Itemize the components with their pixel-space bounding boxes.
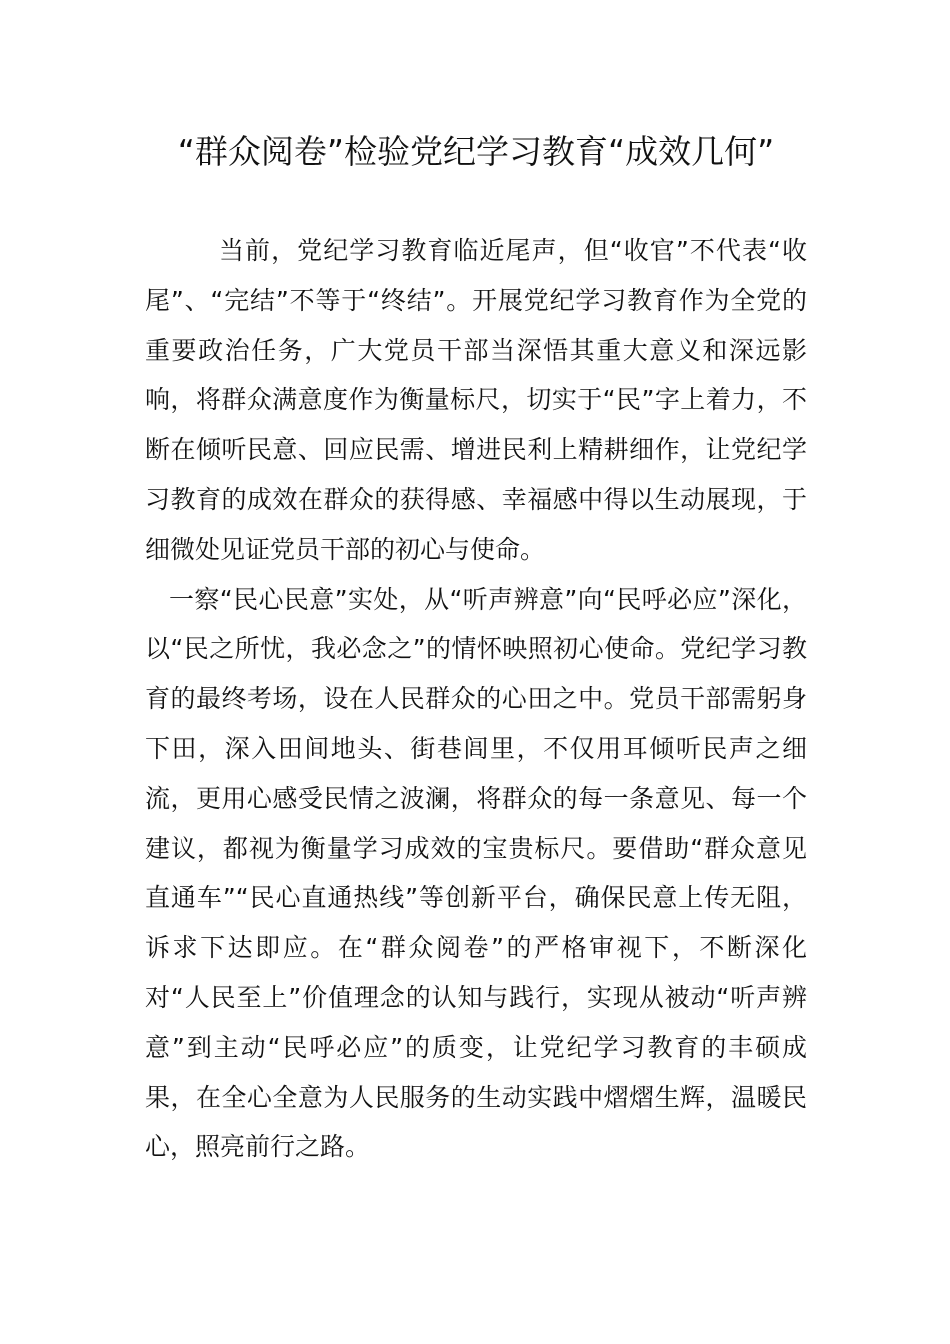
document-title: “群众阅卷”检验党纪学习教育“成效几何” [177,132,775,171]
paragraph-2: 一察“民心民意”实处，从“听声辨意”向“民呼必应”深化，以“民之所忧，我必念之”的情怀映照初心使命。党纪学习教育的最终考场，设在人民群众的心田之中。党员干部需躬身下田，深入田间地头、街巷闾里，不仅用耳倾听民声之细流，更用心感受民情之波澜，将群众的每一条意见、每一个建议，都视为衡量学习成效的宝贵标尺。要借助“群众意见直通车”“民心直通热线”等创新平台，确保民意上传无阻，诉求下达即应。在“群众阅卷”的严格审视下，不断深化对“人民至上”价值理念的认知与践行，实现从被动“听声辨意”到主动“民呼必应”的质变，让党纪学习教育的丰硕成果，在全心全意为人民服务的生动实践中熠熠生辉，温暖民心，照亮前行之路。 [145,584,807,1162]
paragraph-1: 当前，党纪学习教育临近尾声，但“收官”不代表“收尾”、“完结”不等于“终结”。开展党纪学习教育作为全党的重要政治任务，广大党员干部当深悟其重大意义和深远影响，将群众满意度作为衡量标尺，切实于“民”字上着力，不断在倾听民意、回应民需、增进民利上精耕细作，让党纪学习教育的成效在群众的获得感、幸福感中得以生动展现，于细微处见证党员干部的初心与使命。 [145,236,807,564]
document-body [145,226,807,1172]
